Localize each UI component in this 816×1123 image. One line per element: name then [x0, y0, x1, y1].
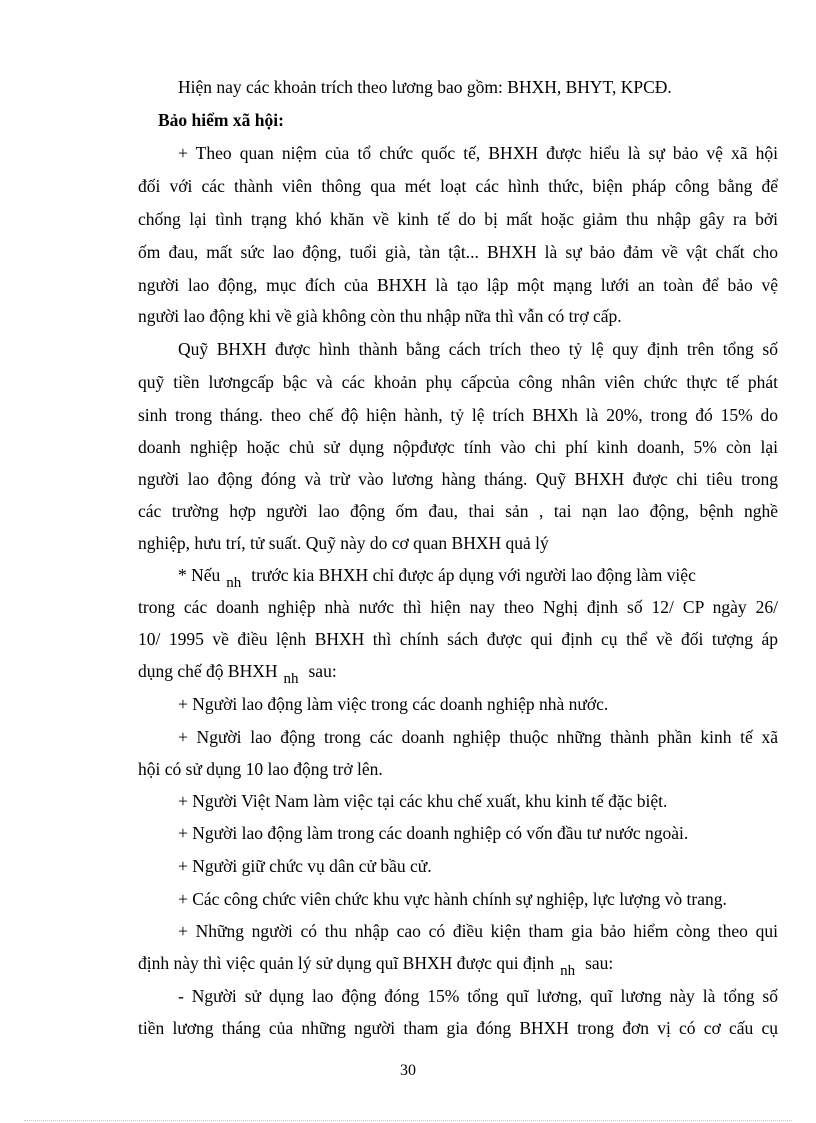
paragraph-line: nghiệp, hưu trí, tử suất. Quỹ này do cơ quan BHXH quả lý	[138, 533, 549, 553]
text-run: sau:	[308, 661, 337, 681]
paragraph-line: - Người sử dụng lao động đóng 15% tổng quĩ lương, quĩ lương này là tổng số	[178, 986, 778, 1006]
list-item: + Người giữ chức vụ dân cử bầu cử.	[178, 856, 432, 876]
paragraph-line: chống lại tình trạng khó khăn về kinh tế do bị mất hoặc giảm thu nhập gây ra bởi	[138, 209, 778, 229]
paragraph-line	[178, 564, 778, 591]
paragraph-line: Quỹ BHXH được hình thành bằng cách trích theo tỷ lệ quy định trên tổng số	[178, 339, 778, 359]
text-run: định này thì việc quản lý sử dụng quĩ BHXH được qui định	[138, 953, 555, 973]
text-run: sau:	[585, 953, 614, 973]
list-item: + Các công chức viên chức khu vực hành chính sự nghiệp, lực lượng vò trang.	[178, 889, 727, 909]
paragraph-line: người lao động đóng và trừ vào lương hàng tháng. Quỹ BHXH được chi tiêu trong	[138, 469, 778, 489]
subscript-text: nh	[226, 575, 242, 591]
paragraph-line: trong các doanh nghiệp nhà nước thì hiện nay theo Nghị định số 12/ CP ngày 26/	[138, 597, 778, 617]
paragraph-line: ốm đau, mất sức lao động, tuổi già, tàn tật... BHXH là sự bảo đảm về vật chất cho	[138, 242, 778, 262]
list-item: + Người Việt Nam làm việc tại các khu chế xuất, khu kinh tế đặc biệt.	[178, 791, 668, 811]
page-break-divider	[24, 1120, 792, 1121]
list-item: + Người lao động trong các doanh nghiệp thuộc những thành phần kinh tế xã	[178, 727, 778, 747]
paragraph-line: đối với các thành viên thông qua mét loạt các hình thức, biện pháp công bằng để	[138, 176, 778, 196]
paragraph-line: người lao động khi về già không còn thu nhập nữa thì vẫn có trợ cấp.	[138, 306, 622, 326]
paragraph-line: + Theo quan niệm của tổ chức quốc tế, BHXH được hiểu là sự bảo vệ xã hội	[178, 143, 778, 163]
intro-paragraph: Hiện nay các khoản trích theo lương bao gồm: BHXH, BHYT, KPCĐ.	[178, 77, 672, 97]
list-item-continuation	[138, 952, 778, 979]
paragraph-line: quỹ tiền lươngcấp bậc và các khoản phụ cấpcủa công nhân viên chức thực tế phát	[138, 372, 778, 392]
paragraph-line: tiền lương tháng của những người tham gia đóng BHXH trong đơn vị có cơ cấu cụ	[138, 1018, 778, 1038]
paragraph-line: người lao động, mục đích của BHXH là tạo lập một mạng lưới an toàn để bảo vệ	[138, 275, 778, 295]
text-run: dụng chế độ BHXH	[138, 661, 278, 681]
paragraph-line: doanh nghiệp hoặc chủ sử dụng nộpđược tính vào chi phí kinh doanh, 5% còn lại	[138, 437, 778, 457]
page-number: 30	[400, 1062, 416, 1079]
subscript-text: nh	[283, 671, 299, 687]
subscript-text: nh	[560, 963, 576, 979]
paragraph-line: 10/ 1995 về điều lệnh BHXH thì chính sách được qui định cụ thể về đối tượng áp	[138, 629, 778, 649]
list-item: + Những người có thu nhập cao có điều kiện tham gia bảo hiểm còng theo qui	[178, 921, 778, 941]
paragraph-line	[138, 660, 778, 687]
list-item: + Người lao động làm việc trong các doanh nghiệp nhà nước.	[178, 694, 609, 714]
paragraph-line: các trường hợp người lao động ốm đau, thai sản , tai nạn lao động, bệnh nghề	[138, 501, 778, 521]
paragraph-line: sinh trong tháng. theo chế độ hiện hành, tỷ lệ trích BHXh là 20%, trong đó 15% do	[138, 405, 778, 425]
text-run: trước kia BHXH chỉ được áp dụng với người lao động làm việc	[251, 565, 696, 585]
text-run: * Nếu	[178, 565, 221, 585]
list-item: + Người lao động làm trong các doanh nghiệp có vốn đầu tư nước ngoài.	[178, 823, 689, 843]
heading-social-insurance: Bảo hiểm xã hội:	[158, 110, 284, 130]
list-item-continuation: hội có sử dụng 10 lao động trở lên.	[138, 759, 383, 779]
